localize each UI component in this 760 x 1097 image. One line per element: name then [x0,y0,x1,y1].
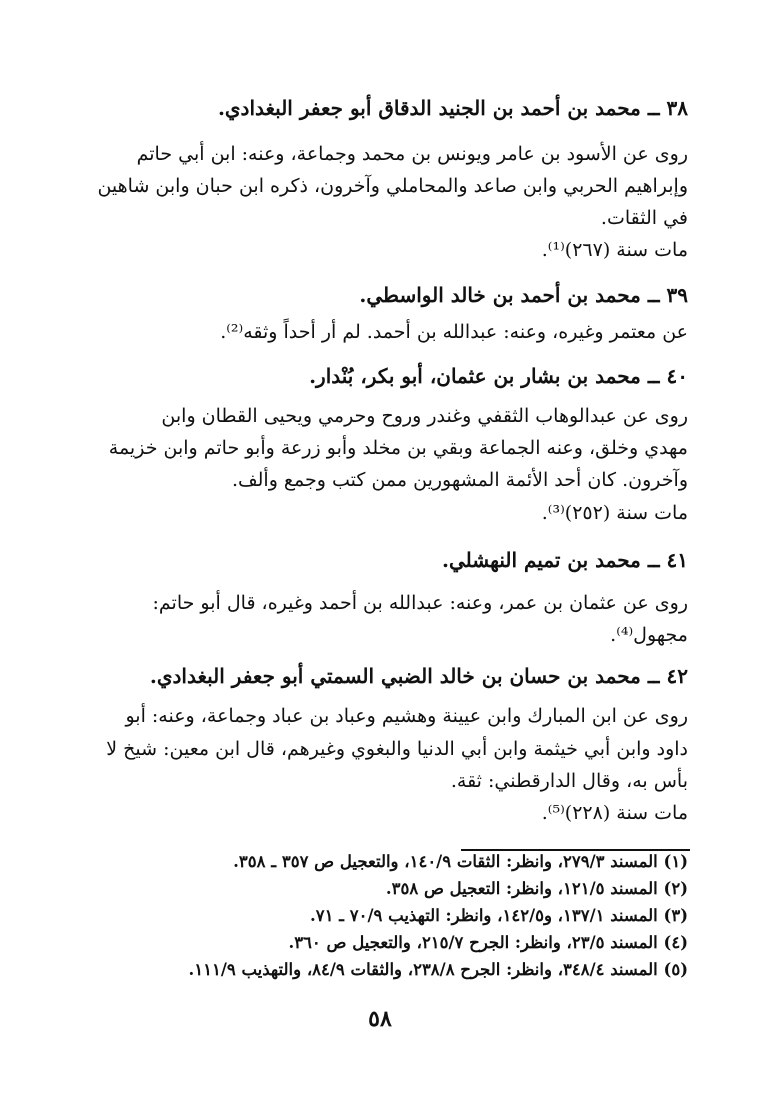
entry-40-line: مهدي وخلق، وعنه الجماعة وبقي بن مخلد وأبو زرعة وأبو حاتم وابن خزيمة [108,437,688,459]
entry-38-line: في الثقات. [600,207,688,229]
entry-41-line: روى عن عثمان بن عمر، وعنه: عبدالله بن أحمد وغيره، قال أبو حاتم: [152,592,688,614]
entry-38-line: وإبراهيم الحربي وابن صاعد والمحاملي وآخرون، ذكره ابن حبان وابن شاهين [97,175,688,197]
footnote-4: (٤) المسند ٢٣/٥، وانظر: الجرح ٢١٥/٧، والتعجيل ص ٣٦٠. [288,933,688,952]
entry-40-line: مات سنة (٢٥٢)⁽³⁾. [541,502,688,524]
entry-38-line: مات سنة (٢٦٧)⁽¹⁾. [541,239,688,261]
entry-40-line: روى عن عبدالوهاب الثقفي وغندر وروح وحرمي ويحيى القطان وابن [161,405,688,427]
entry-39-line: عن معتمر وغيره، وعنه: عبدالله بن أحمد. لم أر أحداً وثقه⁽²⁾. [220,321,688,343]
entry-40-heading: ٤٠ ــ محمد بن بشار بن عثمان، أبو بكر، بُنْدار. [309,364,688,388]
entry-42-heading: ٤٢ ــ محمد بن حسان بن خالد الضبي السمتي أبو جعفر البغدادي. [149,664,688,688]
entry-42-line: مات سنة (٢٢٨)⁽⁵⁾. [541,802,688,824]
footnote-5: (٥) المسند ٣٤٨/٤، وانظر: الجرح ٢٣٨/٨، والثقات ٨٤/٩، والتهذيب ١١١/٩. [188,960,688,979]
entry-42-line: بأس به، وقال الدارقطني: ثقة. [450,770,688,792]
entry-41-heading: ٤١ ــ محمد بن تميم النهشلي. [442,548,688,572]
page-number: ٥٨ [368,1006,392,1032]
entry-40-line: وآخرون. كان أحد الأئمة المشهورين ممن كتب وجمع وألف. [231,469,688,491]
footnote-1: (١) المسند ٢٧٩/٣، وانظر: الثقات ١٤٠/٩، والتعجيل ص ٣٥٧ ـ ٣٥٨. [233,852,688,871]
entry-41-line: مجهول⁽⁴⁾. [610,624,688,646]
entry-38-line: روى عن الأسود بن عامر ويونس بن محمد وجماعة، وعنه: ابن أبي حاتم [136,143,688,165]
entry-39-heading: ٣٩ ــ محمد بن أحمد بن خالد الواسطي. [359,283,688,307]
footnote-3: (٣) المسند ١٣٧/١، و١٤٢/٥، وانظر: التهذيب ٧٠/٩ ـ ٧١. [309,906,688,925]
entry-38-heading: ٣٨ ــ محمد بن أحمد بن الجنيد الدقاق أبو جعفر البغدادي. [217,96,688,120]
footnote-divider [461,849,690,851]
footnote-2: (٢) المسند ١٢١/٥، وانظر: التعجيل ص ٣٥٨. [385,879,688,898]
entry-42-line: داود وابن أبي خيثمة وابن أبي الدنيا والبغوي وغيرهم، قال ابن معين: شيخ لا [106,738,688,760]
entry-42-line: روى عن ابن المبارك وابن عيينة وهشيم وعباد بن عباد وجماعة، وعنه: أبو [125,705,688,727]
